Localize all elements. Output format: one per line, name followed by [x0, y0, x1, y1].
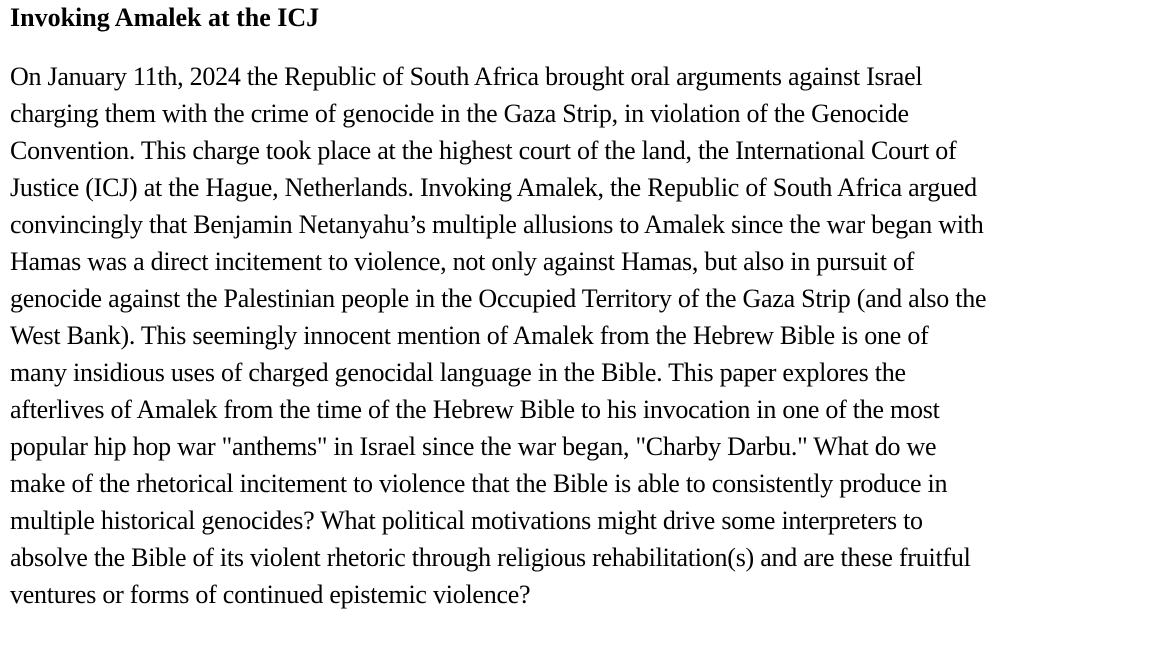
- paragraph-line: popular hip hop war "anthems" in Israel since the war began, "Charby Darbu." What do we: [10, 432, 937, 461]
- paragraph-line: many insidious uses of charged genocidal language in the Bible. This paper explores the: [10, 358, 906, 387]
- paragraph-line: afterlives of Amalek from the time of the Hebrew Bible to his invocation in one of the most: [10, 395, 940, 424]
- paragraph-line: ventures or forms of continued epistemic violence?: [10, 580, 531, 609]
- paragraph-line: West Bank). This seemingly innocent mention of Amalek from the Hebrew Bible is one of: [10, 321, 929, 350]
- abstract-paragraph: [10, 58, 1166, 613]
- document-title: Invoking Amalek at the ICJ: [10, 3, 320, 32]
- paragraph-line: charging them with the crime of genocide in the Gaza Strip, in violation of the Genocide: [10, 99, 909, 128]
- paragraph-line: Convention. This charge took place at the highest court of the land, the International Court of: [10, 136, 957, 165]
- paragraph-line: Justice (ICJ) at the Hague, Netherlands. Invoking Amalek, the Republic of South Africa argued: [10, 173, 977, 202]
- paragraph-line: convincingly that Benjamin Netanyahu’s multiple allusions to Amalek since the war began with: [10, 210, 984, 239]
- paragraph-line: make of the rhetorical incitement to violence that the Bible is able to consistently produce in: [10, 469, 948, 498]
- document: [10, 0, 1166, 613]
- paragraph-line: absolve the Bible of its violent rhetoric through religious rehabilitation(s) and are these fruitful: [10, 543, 971, 572]
- paragraph-line: On January 11th, 2024 the Republic of South Africa brought oral arguments against Israel: [10, 62, 923, 91]
- paragraph-line: genocide against the Palestinian people in the Occupied Territory of the Gaza Strip (and also the: [10, 284, 987, 313]
- paragraph-line: Hamas was a direct incitement to violence, not only against Hamas, but also in pursuit of: [10, 247, 915, 276]
- paragraph-line: multiple historical genocides? What political motivations might drive some interpreters to: [10, 506, 923, 535]
